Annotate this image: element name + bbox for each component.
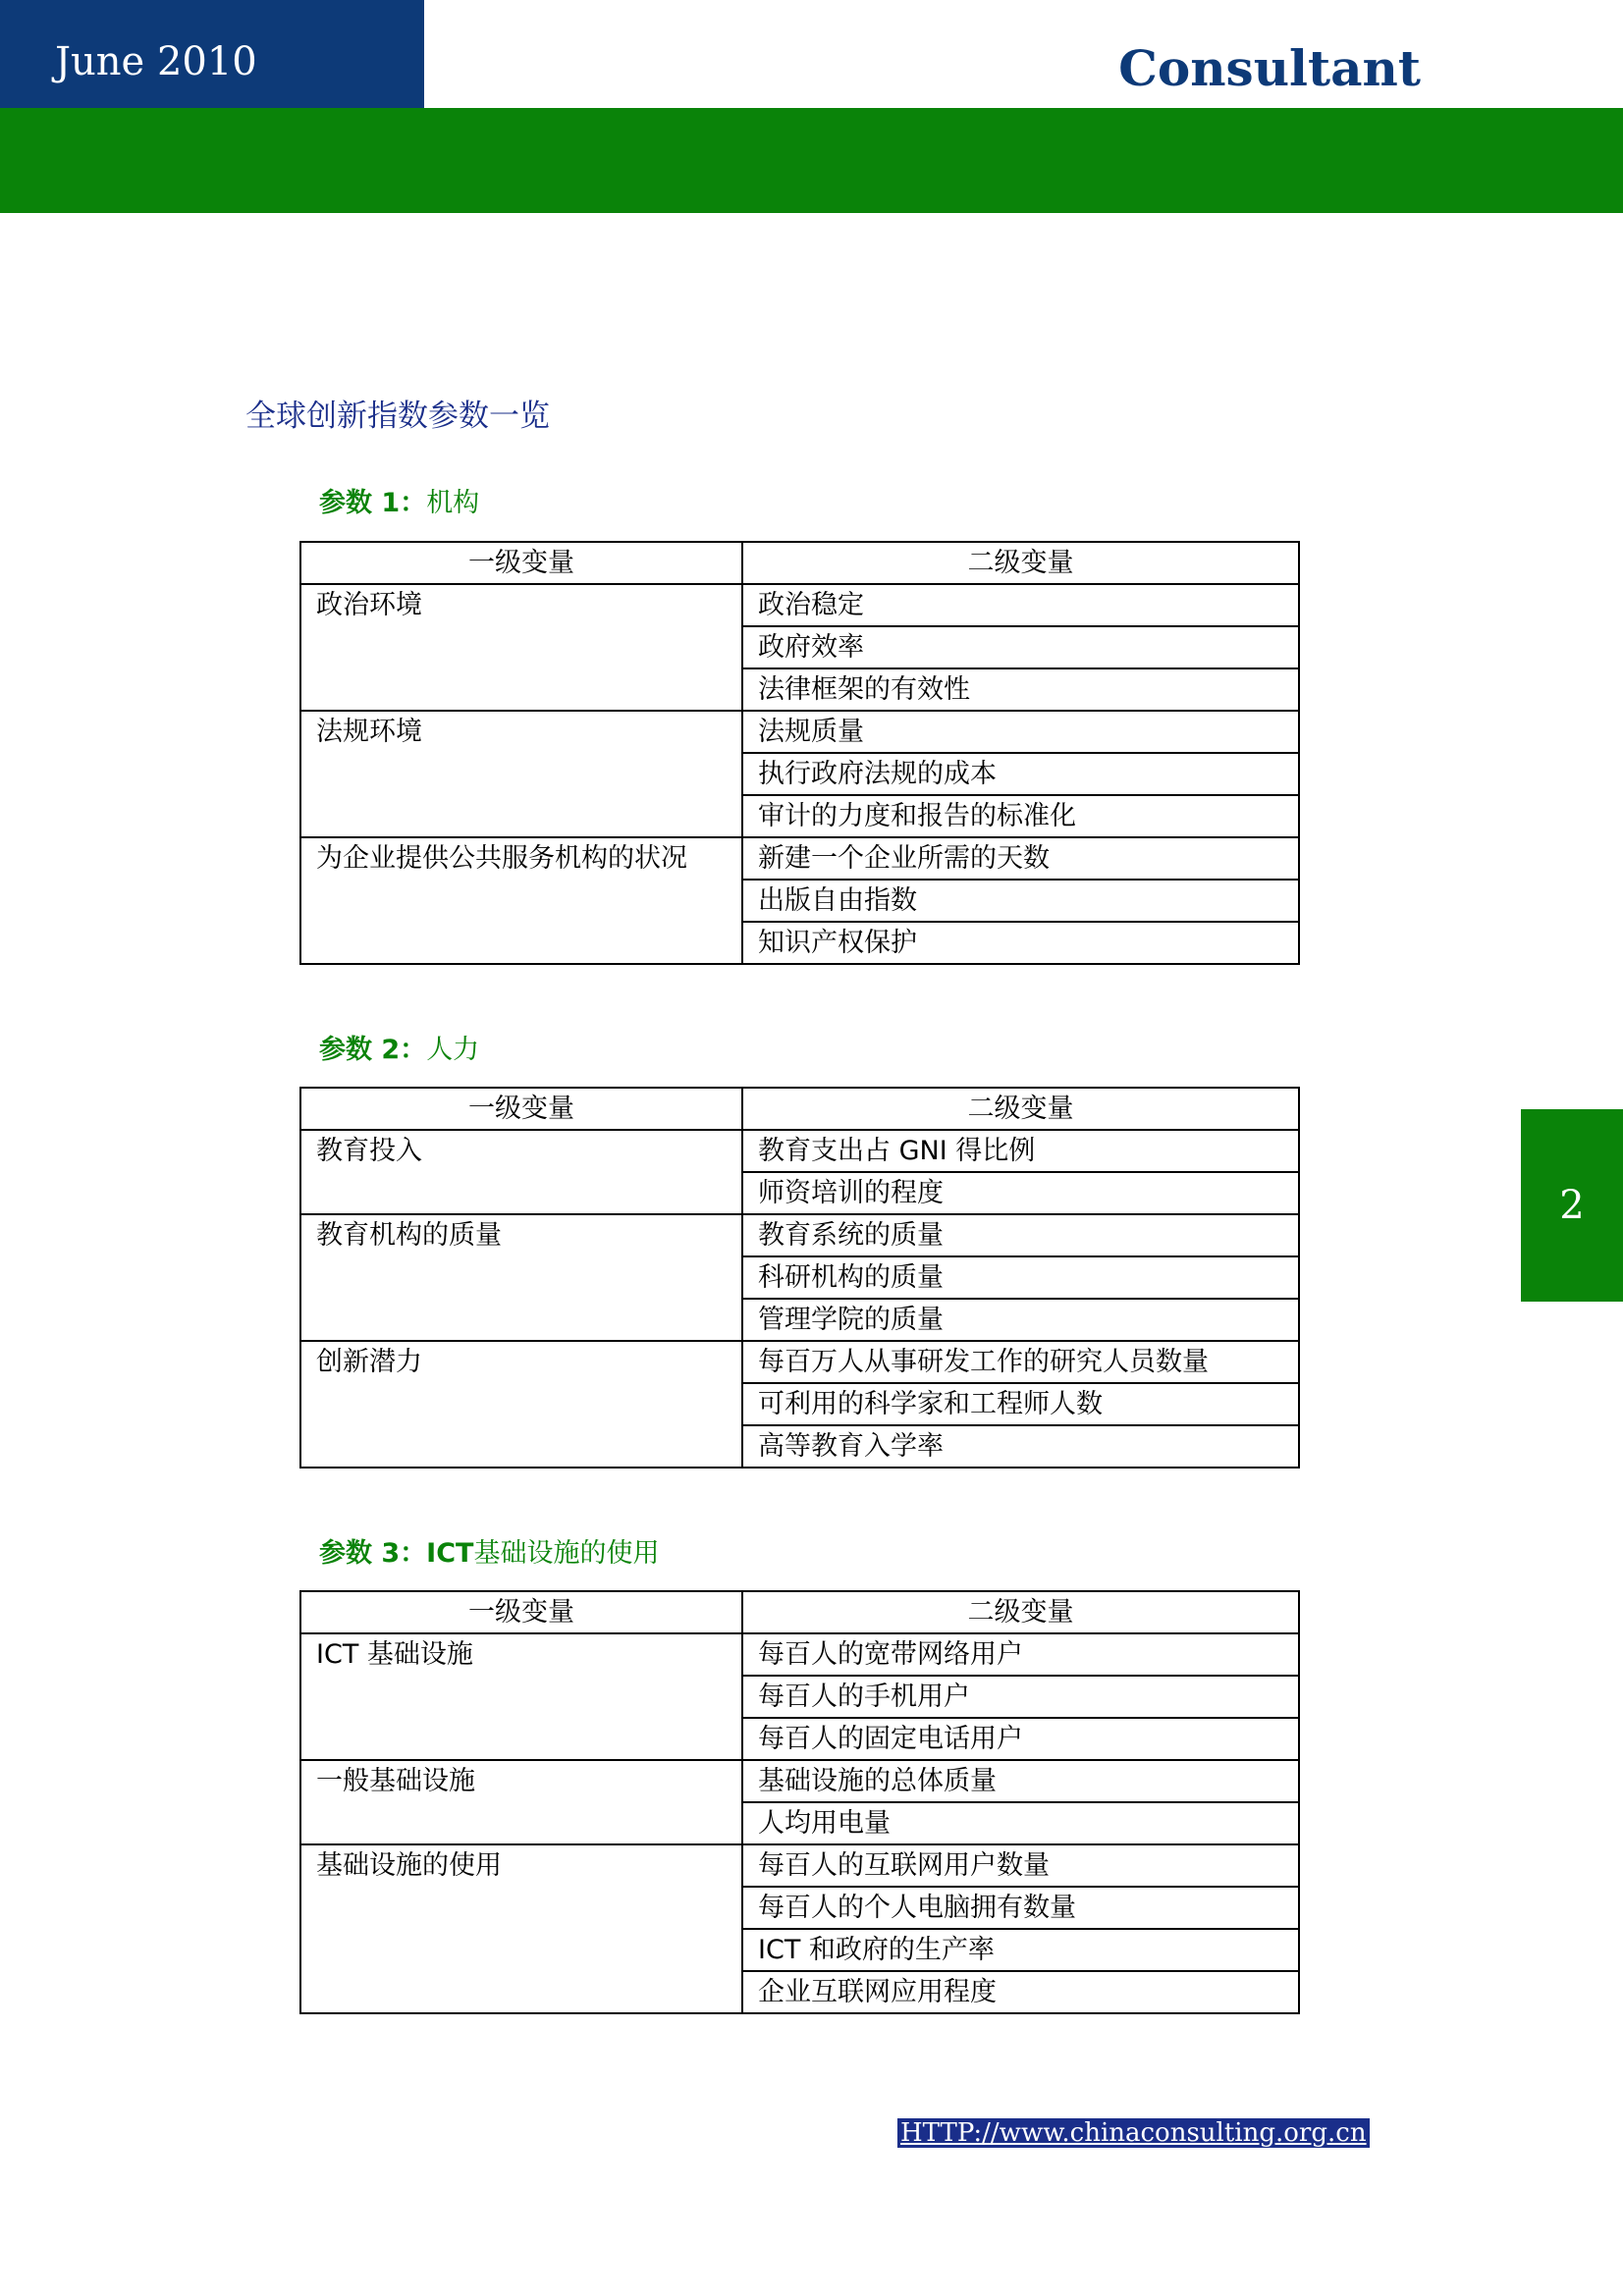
- secondary-variable: 每百人的宽带网络用户: [742, 1633, 1299, 1676]
- secondary-variable: 可利用的科学家和工程师人数: [742, 1383, 1299, 1425]
- secondary-variable: ICT 和政府的生产率: [742, 1929, 1299, 1971]
- section-heading-2: [319, 1028, 479, 1066]
- col-header-primary: 一级变量: [300, 1591, 742, 1633]
- section-heading-prefix: 参数 3：ICT: [319, 1538, 474, 1569]
- secondary-variable: 新建一个企业所需的天数: [742, 837, 1299, 880]
- secondary-variable: 师资培训的程度: [742, 1172, 1299, 1214]
- params-table-1: [299, 541, 1300, 965]
- section-heading-prefix: 参数 2：: [319, 1035, 427, 1065]
- primary-variable: 一般基础设施: [300, 1760, 742, 1844]
- secondary-variable: 基础设施的总体质量: [742, 1760, 1299, 1802]
- primary-variable: 基础设施的使用: [300, 1844, 742, 2013]
- col-header-primary: 一级变量: [300, 542, 742, 584]
- secondary-variable: 教育支出占 GNI 得比例: [742, 1130, 1299, 1172]
- section-heading-1: [319, 481, 479, 519]
- page-number-tab: [1521, 1109, 1623, 1302]
- section-heading-label: 机构: [426, 488, 480, 518]
- secondary-variable: 教育系统的质量: [742, 1214, 1299, 1256]
- secondary-variable: 政府效率: [742, 626, 1299, 668]
- secondary-variable: 每百人的手机用户: [742, 1676, 1299, 1718]
- section-heading-label: 基础设施的使用: [473, 1538, 660, 1569]
- secondary-variable: 每百人的互联网用户数量: [742, 1844, 1299, 1887]
- website-link[interactable]: HTTP://www.chinaconsulting.org.cn: [897, 2118, 1370, 2148]
- col-header-primary: 一级变量: [300, 1088, 742, 1130]
- primary-variable: 教育机构的质量: [300, 1214, 742, 1341]
- header-date-block: [0, 0, 424, 108]
- primary-variable: 教育投入: [300, 1130, 742, 1214]
- page-number: 2: [1559, 1183, 1585, 1228]
- col-header-secondary: 二级变量: [742, 1088, 1299, 1130]
- secondary-variable: 科研机构的质量: [742, 1256, 1299, 1299]
- secondary-variable: 知识产权保护: [742, 922, 1299, 964]
- issue-date: June 2010: [55, 39, 257, 84]
- col-header-secondary: 二级变量: [742, 1591, 1299, 1633]
- brand-title: Consultant: [1118, 39, 1421, 97]
- primary-variable: 创新潜力: [300, 1341, 742, 1468]
- page-title: 全球创新指数参数一览: [245, 399, 550, 434]
- secondary-variable: 审计的力度和报告的标准化: [742, 795, 1299, 837]
- secondary-variable: 每百人的个人电脑拥有数量: [742, 1887, 1299, 1929]
- secondary-variable: 每百人的固定电话用户: [742, 1718, 1299, 1760]
- params-table-3: [299, 1590, 1300, 2014]
- params-table-2: [299, 1087, 1300, 1468]
- primary-variable: 法规环境: [300, 711, 742, 837]
- section-heading-3: [319, 1531, 659, 1570]
- primary-variable: ICT 基础设施: [300, 1633, 742, 1760]
- secondary-variable: 政治稳定: [742, 584, 1299, 626]
- secondary-variable: 每百万人从事研发工作的研究人员数量: [742, 1341, 1299, 1383]
- header-green-band: [0, 108, 1623, 213]
- section-heading-label: 人力: [426, 1035, 480, 1065]
- primary-variable: 政治环境: [300, 584, 742, 711]
- secondary-variable: 管理学院的质量: [742, 1299, 1299, 1341]
- secondary-variable: 法律框架的有效性: [742, 668, 1299, 711]
- primary-variable: 为企业提供公共服务机构的状况: [300, 837, 742, 964]
- secondary-variable: 人均用电量: [742, 1802, 1299, 1844]
- col-header-secondary: 二级变量: [742, 542, 1299, 584]
- secondary-variable: 高等教育入学率: [742, 1425, 1299, 1468]
- secondary-variable: 执行政府法规的成本: [742, 753, 1299, 795]
- secondary-variable: 法规质量: [742, 711, 1299, 753]
- secondary-variable: 企业互联网应用程度: [742, 1971, 1299, 2013]
- section-heading-prefix: 参数 1：: [319, 488, 427, 518]
- secondary-variable: 出版自由指数: [742, 880, 1299, 922]
